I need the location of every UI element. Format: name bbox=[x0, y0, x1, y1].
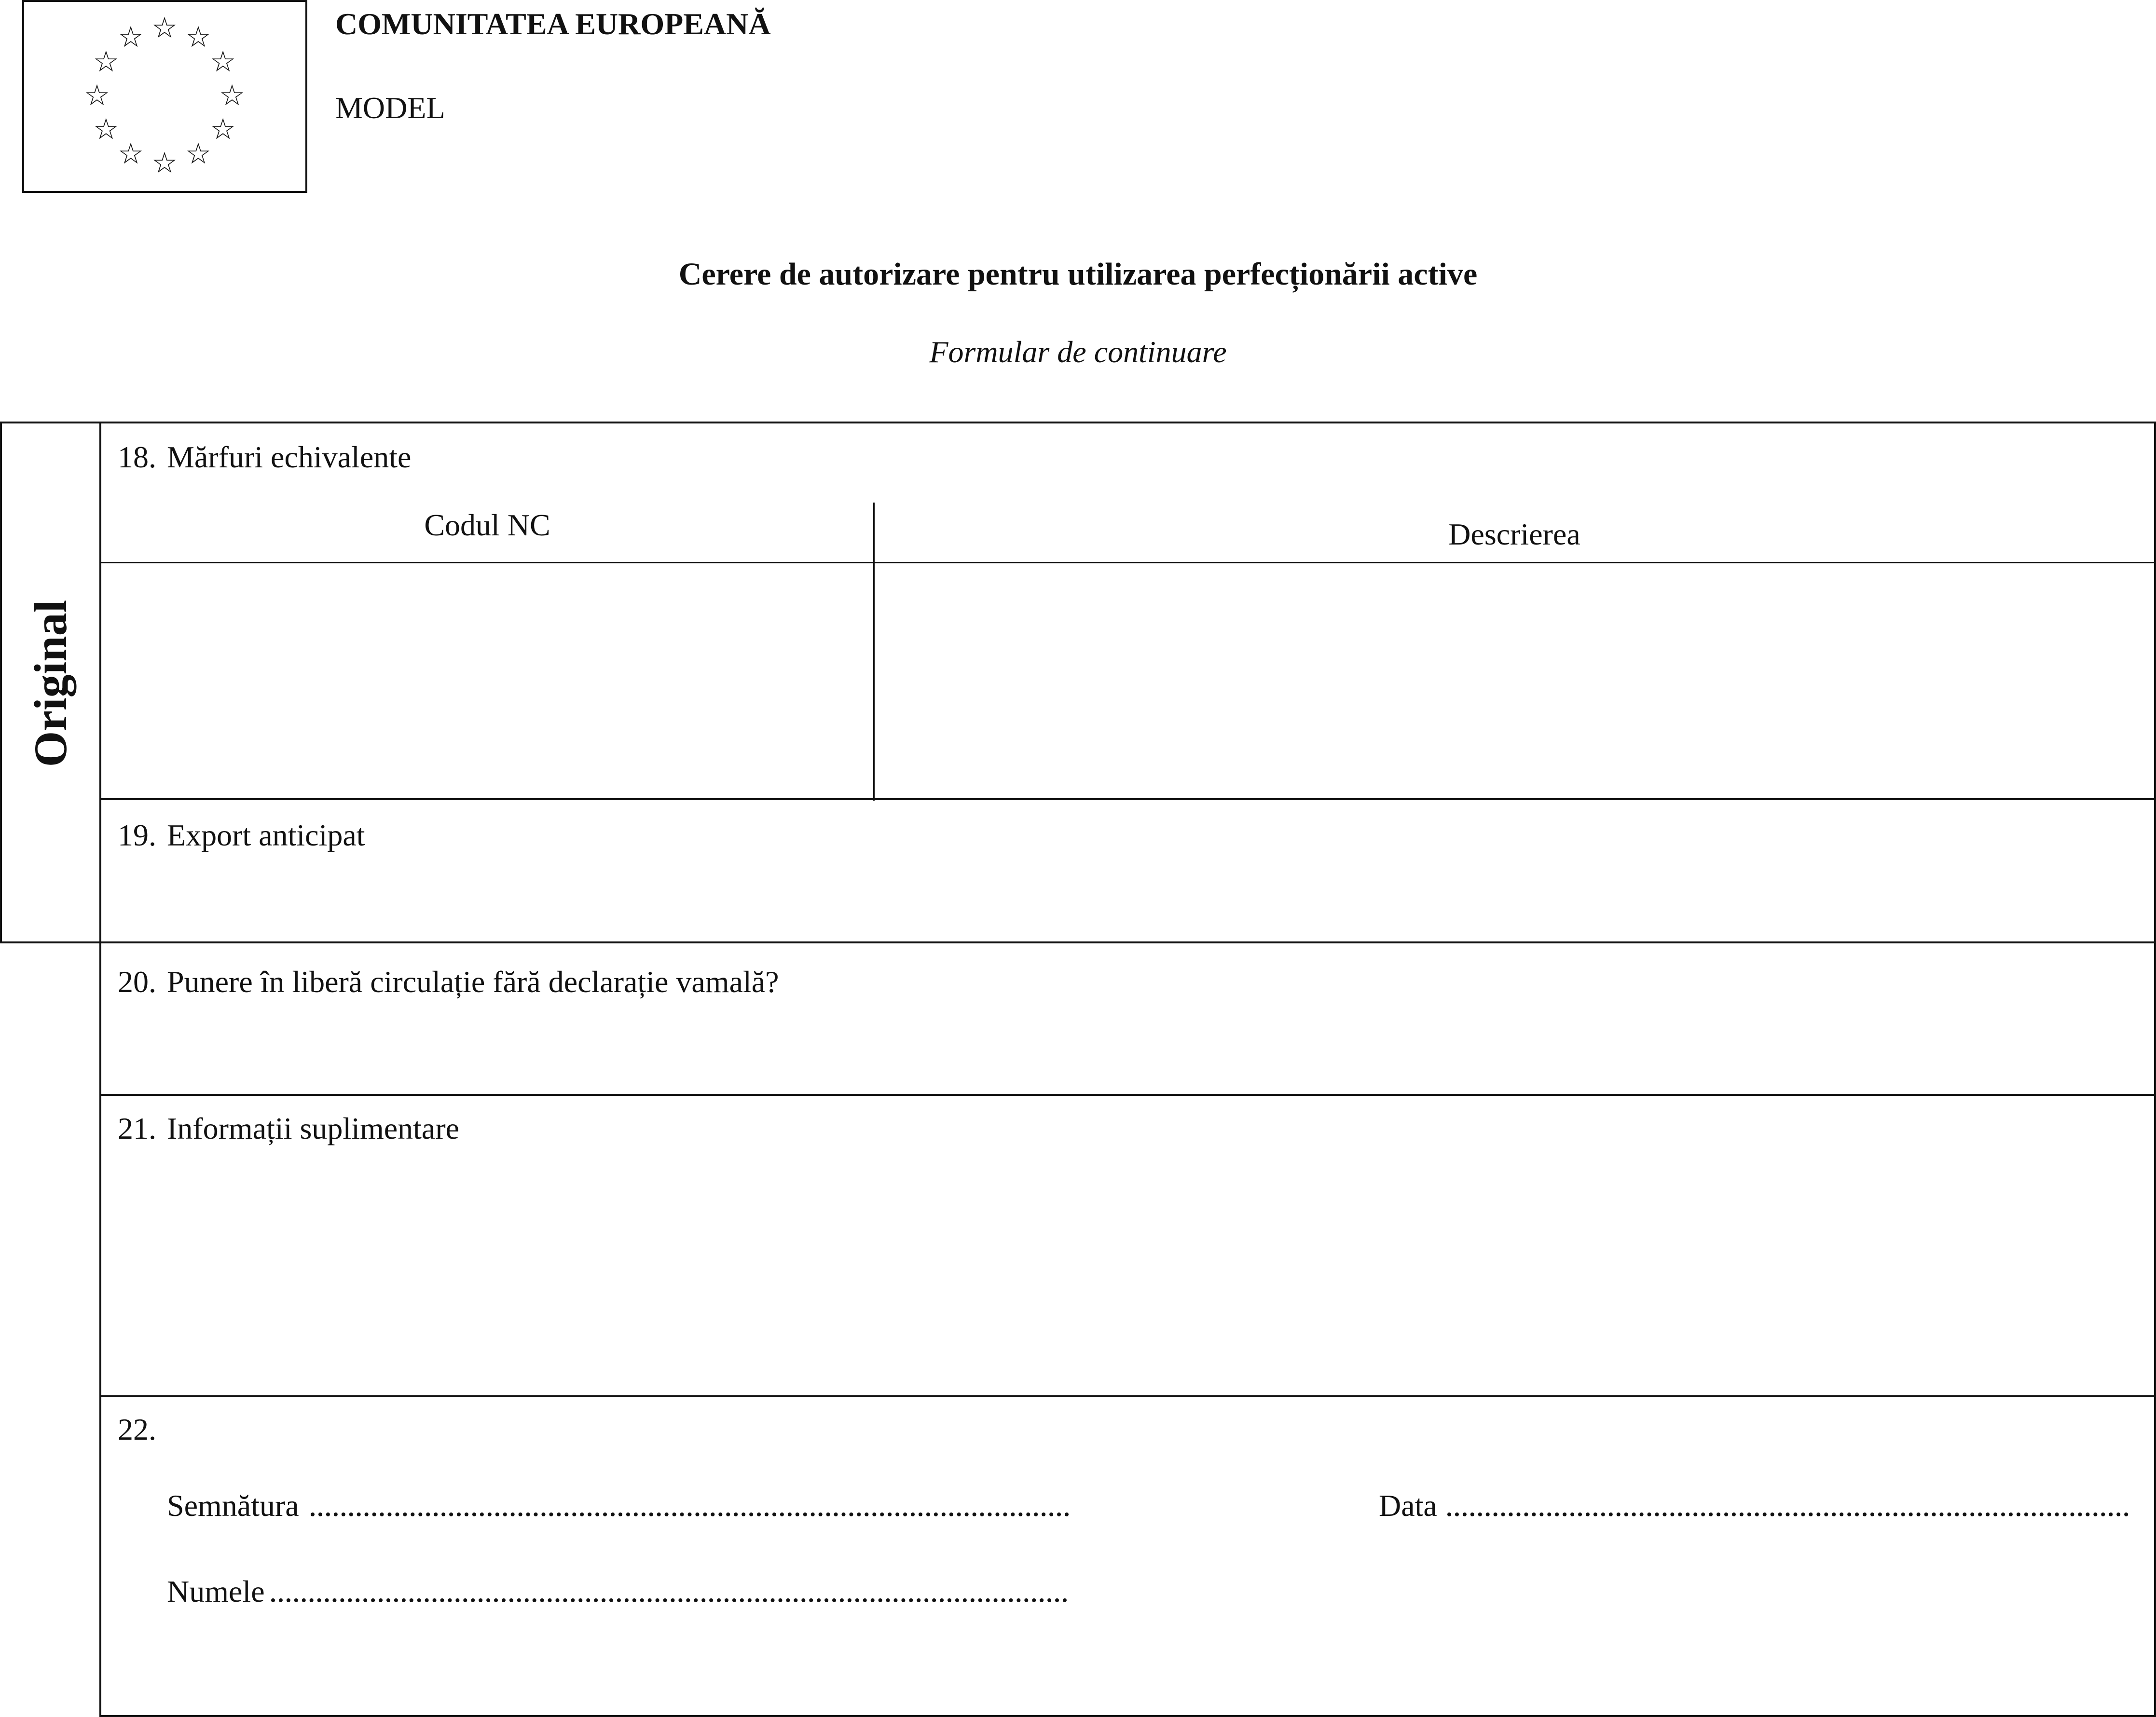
column-header-description: Descrierea bbox=[1448, 517, 1580, 551]
section-21-label: Informații suplimentare bbox=[167, 1111, 460, 1145]
date-label: Data bbox=[1379, 1488, 1437, 1523]
star-icon: ☆ bbox=[151, 11, 178, 45]
star-icon: ☆ bbox=[210, 45, 236, 79]
section-20-label: Punere în liberă circulație fără declarație vamală? bbox=[167, 965, 779, 999]
signature-line[interactable] bbox=[311, 1510, 1069, 1516]
form-left-border bbox=[99, 422, 101, 1717]
original-side-label: Original bbox=[25, 600, 76, 767]
star-icon: ☆ bbox=[93, 45, 119, 79]
star-icon: ☆ bbox=[118, 20, 144, 54]
star-icon: ☆ bbox=[185, 137, 211, 171]
name-label: Numele bbox=[167, 1574, 265, 1608]
section-19-number: 19. bbox=[118, 818, 156, 852]
star-icon: ☆ bbox=[84, 79, 110, 112]
page-title: Cerere de autorizare pentru utilizarea perfecționării active bbox=[678, 257, 1478, 292]
section-20-number: 20. bbox=[118, 965, 156, 999]
star-icon: ☆ bbox=[151, 146, 178, 180]
signature-label: Semnătura bbox=[167, 1488, 299, 1523]
table-header-divider bbox=[99, 562, 2156, 563]
date-line[interactable] bbox=[1447, 1510, 2129, 1516]
section-18-number: 18. bbox=[118, 440, 156, 474]
section-19-top-border bbox=[99, 798, 2156, 800]
original-strip-left-border bbox=[0, 422, 2, 943]
section-22-number: 22. bbox=[118, 1412, 156, 1446]
star-icon: ☆ bbox=[210, 112, 236, 146]
form-top-border bbox=[0, 422, 2156, 423]
star-icon: ☆ bbox=[118, 137, 144, 171]
free-circulation-input-area[interactable] bbox=[102, 1008, 2153, 1092]
star-icon: ☆ bbox=[219, 79, 245, 112]
name-line[interactable] bbox=[271, 1595, 1067, 1602]
section-21-top-border bbox=[99, 1094, 2156, 1096]
org-name: COMUNITATEA EUROPEANĂ bbox=[335, 7, 771, 41]
section-22-top-border bbox=[99, 1395, 2156, 1397]
section-19-label: Export anticipat bbox=[167, 818, 365, 852]
star-icon: ☆ bbox=[93, 112, 119, 146]
section-20-top-border bbox=[0, 941, 2156, 943]
export-input-area[interactable] bbox=[102, 858, 2153, 940]
eu-stars-emblem bbox=[22, 0, 307, 193]
page-subtitle: Formular de continuare bbox=[929, 335, 1227, 369]
star-icon: ☆ bbox=[185, 20, 211, 54]
form-right-border bbox=[2154, 422, 2156, 1717]
model-label: MODEL bbox=[335, 91, 445, 125]
section-21-number: 21. bbox=[118, 1111, 156, 1145]
nc-code-input-cell[interactable] bbox=[102, 564, 872, 798]
section-18-label: Mărfuri echivalente bbox=[167, 440, 412, 474]
column-header-nc-code: Codul NC bbox=[424, 508, 550, 542]
description-input-cell[interactable] bbox=[876, 564, 2153, 798]
additional-info-input-area[interactable] bbox=[102, 1153, 2153, 1394]
form-bottom-border bbox=[99, 1715, 2156, 1717]
